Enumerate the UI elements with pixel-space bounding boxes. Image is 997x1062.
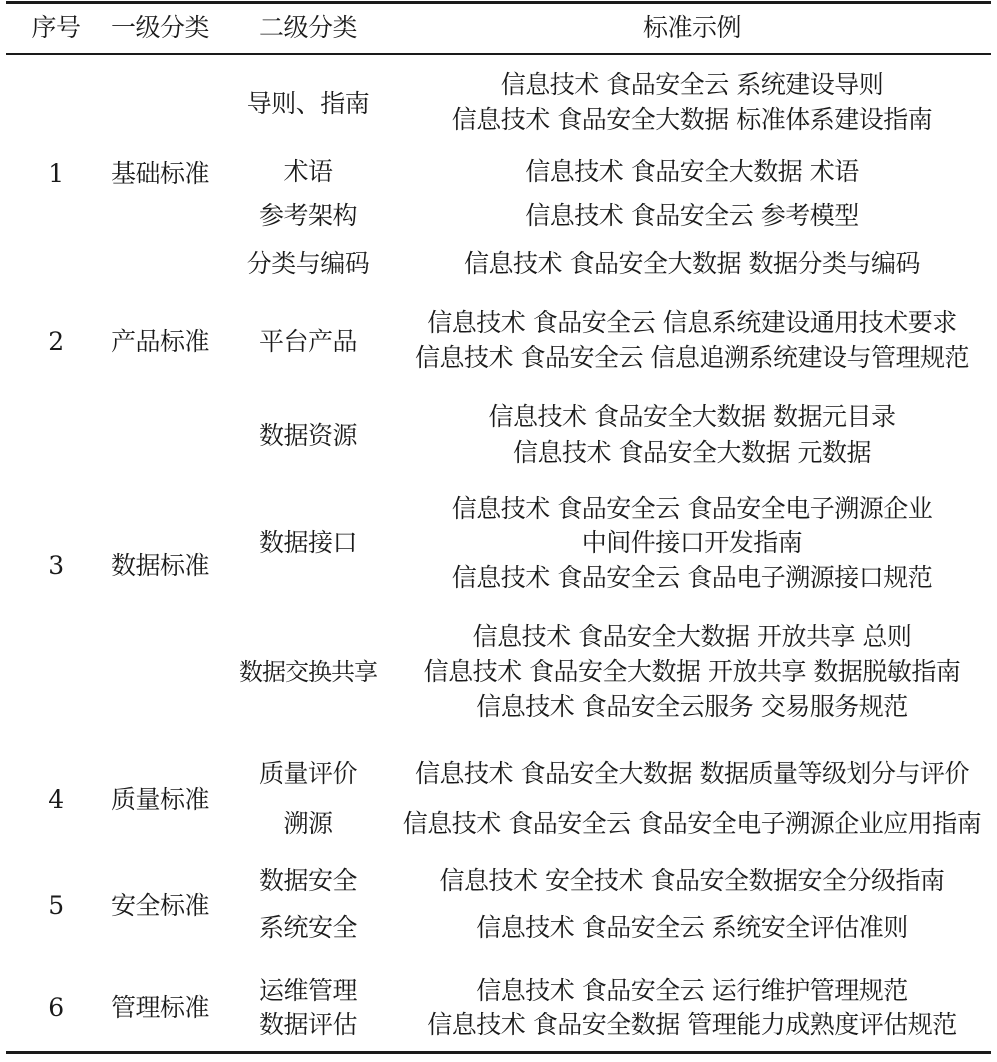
table-bottom-rule [6, 1051, 991, 1054]
example-line: 中间件接口开发指南 [581, 528, 803, 557]
table-header-rule [6, 53, 991, 55]
header-category: 一级分类 [110, 13, 210, 42]
subcategory-name: 运维管理 [258, 976, 358, 1005]
group-4-category: 质量标准 [110, 785, 210, 814]
example-line: 信息技术 食品安全云 食品安全电子溯源企业 [451, 494, 933, 523]
subcategory-name: 导则、指南 [246, 89, 370, 118]
example-line: 信息技术 食品安全大数据 数据分类与编码 [464, 249, 920, 278]
header-subcategory: 二级分类 [258, 13, 358, 42]
header-examples: 标准示例 [642, 13, 742, 42]
group-6-category: 管理标准 [110, 993, 210, 1022]
subcategory-name: 数据资源 [258, 421, 358, 450]
header-index: 序号 [31, 13, 81, 42]
example-line: 信息技术 食品安全大数据 元数据 [513, 438, 871, 467]
example-line: 信息技术 食品安全大数据 术语 [525, 157, 859, 186]
subcategory-name: 数据评估 [258, 1010, 358, 1039]
example-line: 信息技术 食品安全大数据 开放共享 数据脱敏指南 [423, 657, 961, 686]
subcategory-name: 术语 [283, 157, 333, 186]
group-1-category: 基础标准 [110, 159, 210, 188]
subcategory-name: 平台产品 [258, 327, 358, 356]
example-line: 信息技术 食品安全大数据 数据元目录 [488, 402, 896, 431]
example-line: 信息技术 食品安全数据 管理能力成熟度评估规范 [427, 1010, 957, 1039]
group-1-index: 1 [48, 159, 64, 188]
subcategory-name: 数据交换共享 [239, 658, 377, 686]
example-line: 信息技术 食品安全大数据 数据质量等级划分与评价 [415, 759, 969, 788]
example-line: 信息技术 食品安全云 系统建设导则 [500, 70, 884, 99]
example-line: 信息技术 食品安全大数据 开放共享 总则 [472, 622, 912, 651]
group-6-index: 6 [48, 993, 64, 1022]
example-line: 信息技术 食品安全云 食品安全电子溯源企业应用指南 [402, 809, 982, 838]
example-line: 信息技术 食品安全大数据 标准体系建设指南 [451, 105, 933, 134]
subcategory-name: 数据安全 [258, 866, 358, 895]
group-5-category: 安全标准 [110, 891, 210, 920]
example-line: 信息技术 食品安全云 食品电子溯源接口规范 [451, 563, 933, 592]
group-3-category: 数据标准 [110, 551, 210, 580]
table-top-rule [6, 1, 991, 4]
group-3-index: 3 [48, 551, 64, 580]
example-line: 信息技术 食品安全云 参考模型 [525, 201, 859, 230]
subcategory-name: 数据接口 [258, 528, 358, 557]
subcategory-name: 分类与编码 [246, 249, 370, 278]
group-4-index: 4 [48, 785, 64, 814]
example-line: 信息技术 食品安全云 系统安全评估准则 [476, 913, 908, 942]
subcategory-name: 系统安全 [258, 913, 358, 942]
example-line: 信息技术 安全技术 食品安全数据安全分级指南 [439, 866, 945, 895]
example-line: 信息技术 食品安全云 信息系统建设通用技术要求 [427, 308, 957, 337]
subcategory-name: 溯源 [283, 809, 333, 838]
example-line: 信息技术 食品安全云服务 交易服务规范 [476, 692, 908, 721]
subcategory-name: 质量评价 [258, 759, 358, 788]
group-2-index: 2 [48, 327, 64, 356]
group-2-category: 产品标准 [110, 327, 210, 356]
group-5-index: 5 [48, 891, 64, 920]
subcategory-name: 参考架构 [258, 201, 358, 230]
example-line: 信息技术 食品安全云 信息追溯系统建设与管理规范 [415, 343, 969, 372]
example-line: 信息技术 食品安全云 运行维护管理规范 [476, 976, 908, 1005]
